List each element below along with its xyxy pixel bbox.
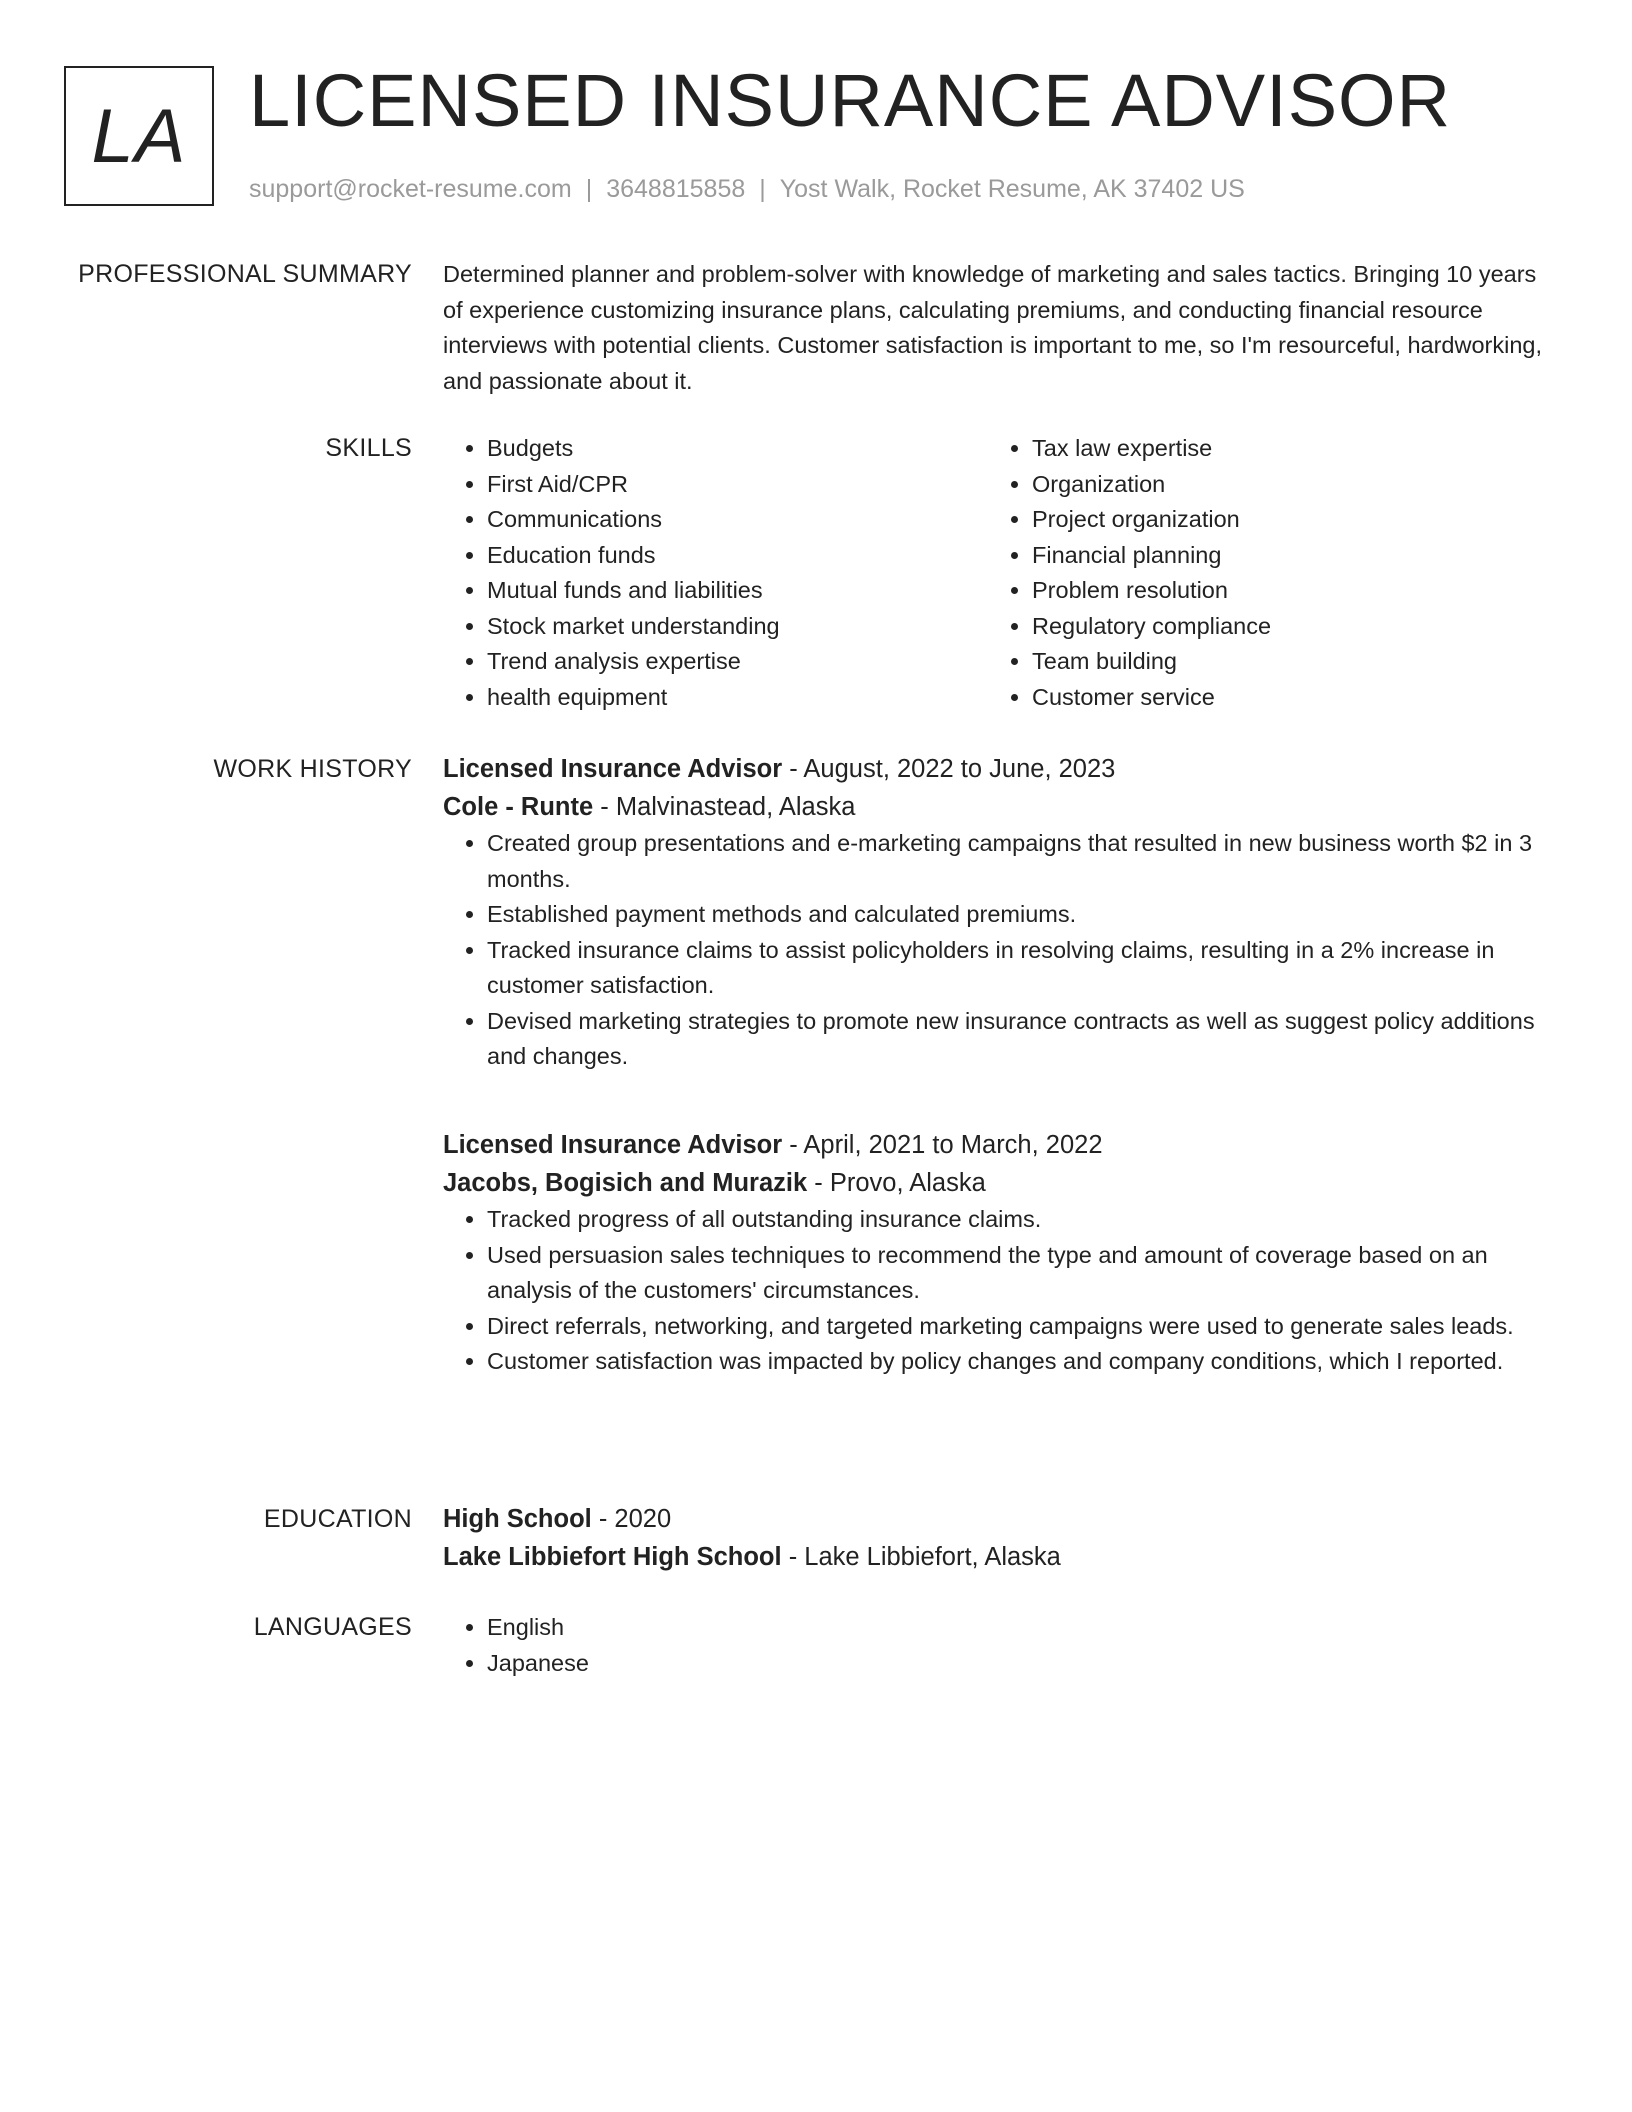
contact-phone[interactable]: 3648815858: [606, 175, 746, 203]
job-company: Cole - Runte: [443, 793, 594, 821]
skill-item: • Mutual funds and liabilities: [487, 573, 988, 609]
job-bullet: • Direct referrals, networking, and targeted marketing campaigns were used to generate sales leads.: [487, 1309, 1553, 1345]
contact-email[interactable]: support@rocket-resume.com: [249, 175, 572, 203]
section-label-work-history: WORK HISTORY: [213, 755, 412, 783]
job-company-line: [443, 1164, 1553, 1202]
job-dates: - August, 2022 to June, 2023: [782, 755, 1116, 783]
skill-item: • Communications: [487, 502, 988, 538]
job-bullet: • Tracked insurance claims to assist policyholders in resolving claims, resulting in a 2% increase in customer satisfaction.: [487, 933, 1553, 1004]
skill-item: • Stock market understanding: [487, 609, 988, 645]
language-item: • Japanese: [487, 1646, 1553, 1682]
skill-item: • Organization: [1032, 467, 1533, 503]
job-location: - Malvinastead, Alaska: [593, 793, 856, 821]
education-degree-line: [443, 1500, 1553, 1538]
job-company: Jacobs, Bogisich and Murazik: [443, 1169, 808, 1197]
skill-item: • health equipment: [487, 680, 988, 716]
education-location: - Lake Libbiefort, Alaska: [781, 1543, 1061, 1571]
language-item: • English: [487, 1610, 1553, 1646]
job-bullets: [443, 1202, 1553, 1380]
skill-item: • Regulatory compliance: [1032, 609, 1533, 645]
skill-item: • Tax law expertise: [1032, 431, 1533, 467]
job-title: Licensed Insurance Advisor: [443, 1131, 783, 1159]
languages-list: [443, 1610, 1553, 1681]
job-entry: [443, 1126, 1553, 1380]
skill-item: • Problem resolution: [1032, 573, 1533, 609]
education-school-line: [443, 1538, 1553, 1576]
job-title: Licensed Insurance Advisor: [443, 755, 783, 783]
job-bullet: • Established payment methods and calculated premiums.: [487, 897, 1553, 933]
job-dates: - April, 2021 to March, 2022: [782, 1131, 1103, 1159]
education-degree: High School: [443, 1505, 592, 1533]
contact-line: [249, 172, 1245, 206]
section-label-education: EDUCATION: [263, 1505, 412, 1533]
education-entry: [443, 1500, 1553, 1576]
skill-item: • Financial planning: [1032, 538, 1533, 574]
skill-item: • Team building: [1032, 644, 1533, 680]
skills-column-left: [443, 431, 988, 715]
job-location: - Provo, Alaska: [807, 1169, 986, 1197]
job-entry: [443, 750, 1553, 1075]
job-bullet: • Devised marketing strategies to promote new insurance contracts as well as suggest policy additions and changes.: [487, 1004, 1553, 1075]
contact-separator: |: [585, 175, 593, 203]
job-bullet: • Created group presentations and e-marketing campaigns that resulted in new business worth $2 in 3 months.: [487, 826, 1553, 897]
contact-address: Yost Walk, Rocket Resume, AK 37402 US: [779, 175, 1245, 203]
section-label-summary: PROFESSIONAL SUMMARY: [78, 260, 412, 288]
section-label-skills: SKILLS: [325, 434, 412, 462]
education-school: Lake Libbiefort High School: [443, 1543, 782, 1571]
resume-title: LICENSED INSURANCE ADVISOR: [249, 59, 1452, 142]
job-company-line: [443, 788, 1553, 826]
skill-item: • Customer service: [1032, 680, 1533, 716]
skill-item: • Budgets: [487, 431, 988, 467]
job-bullet: • Used persuasion sales techniques to recommend the type and amount of coverage based on an analysis of the customers' circumstances.: [487, 1238, 1553, 1309]
summary-text: Determined planner and problem-solver with knowledge of marketing and sales tactics. Bringing 10 years of experience customizing insurance plans, calculating premiums, and conducting financial resource interviews with potential clients. Customer satisfaction is important to me, so I'm resourceful, hardworking, and passionate about it.: [443, 261, 1542, 394]
skill-item: • First Aid/CPR: [487, 467, 988, 503]
skill-item: • Trend analysis expertise: [487, 644, 988, 680]
job-bullet: • Tracked progress of all outstanding insurance claims.: [487, 1202, 1553, 1238]
skills-list: [443, 431, 1553, 715]
education-year: - 2020: [591, 1505, 672, 1533]
skill-item: • Project organization: [1032, 502, 1533, 538]
section-label-languages: LANGUAGES: [253, 1613, 412, 1641]
skill-item: • Education funds: [487, 538, 988, 574]
monogram-logo: LA: [64, 66, 214, 206]
job-title-line: [443, 750, 1553, 788]
job-bullet: • Customer satisfaction was impacted by policy changes and company conditions, which I reported.: [487, 1344, 1553, 1380]
contact-separator: |: [759, 175, 766, 203]
job-title-line: [443, 1126, 1553, 1164]
job-bullets: [443, 826, 1553, 1075]
skills-column-right: [988, 431, 1533, 715]
